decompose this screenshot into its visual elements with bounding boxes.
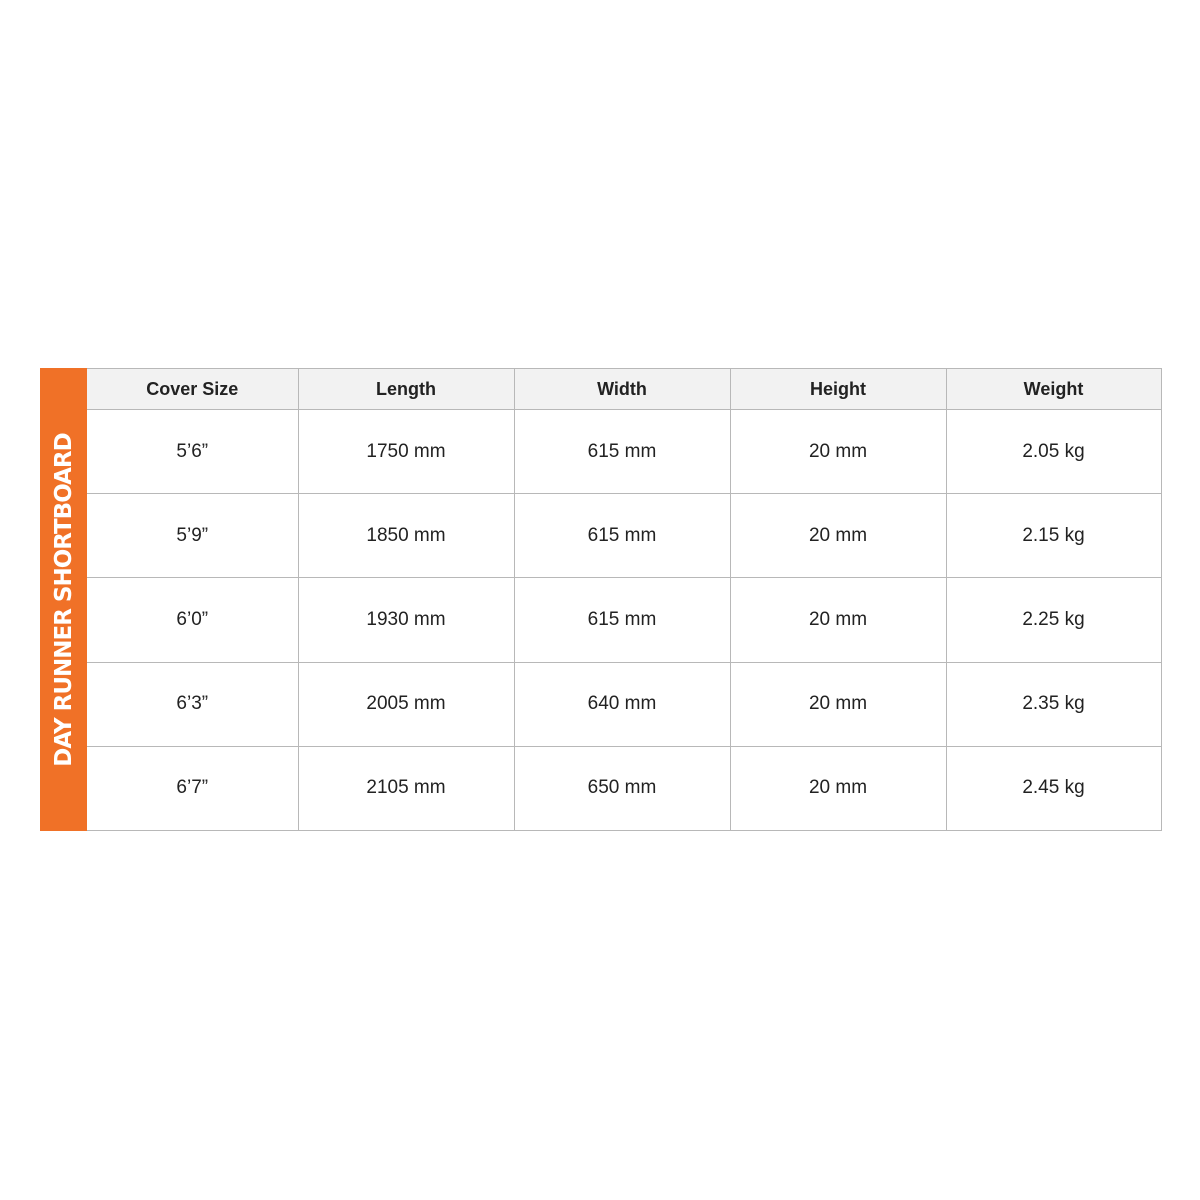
cell-height: 20 mm [730, 494, 946, 578]
header-width: Width [514, 369, 730, 410]
cell-height: 20 mm [730, 662, 946, 746]
cell-weight: 2.05 kg [946, 410, 1161, 494]
table-row [87, 746, 1161, 830]
cell-cover-size: 6’3” [87, 662, 298, 746]
table-row [87, 662, 1161, 746]
header-weight: Weight [946, 369, 1161, 410]
cell-weight: 2.25 kg [946, 578, 1161, 662]
cell-width: 615 mm [514, 494, 730, 578]
cell-length: 1850 mm [298, 494, 514, 578]
cell-length: 2105 mm [298, 746, 514, 830]
cell-width: 615 mm [514, 578, 730, 662]
header-length: Length [298, 369, 514, 410]
cell-length: 1750 mm [298, 410, 514, 494]
cell-width: 650 mm [514, 746, 730, 830]
cell-height: 20 mm [730, 746, 946, 830]
cell-weight: 2.35 kg [946, 662, 1161, 746]
cell-height: 20 mm [730, 410, 946, 494]
table-row [87, 578, 1161, 662]
cell-width: 615 mm [514, 410, 730, 494]
cell-cover-size: 5’9” [87, 494, 298, 578]
cell-weight: 2.15 kg [946, 494, 1161, 578]
spec-chart [40, 368, 1161, 831]
cell-weight: 2.45 kg [946, 746, 1161, 830]
cell-length: 2005 mm [298, 662, 514, 746]
table-row [87, 410, 1161, 494]
cell-cover-size: 6’0” [87, 578, 298, 662]
table-row [87, 494, 1161, 578]
header-cover-size: Cover Size [87, 369, 298, 410]
cell-height: 20 mm [730, 578, 946, 662]
header-height: Height [730, 369, 946, 410]
product-title: DAY RUNNER SHORTBOARD [50, 432, 77, 767]
size-spec-table [87, 368, 1162, 831]
cell-length: 1930 mm [298, 578, 514, 662]
product-title-band [40, 368, 87, 831]
cell-cover-size: 6’7” [87, 746, 298, 830]
cell-cover-size: 5’6” [87, 410, 298, 494]
cell-width: 640 mm [514, 662, 730, 746]
table-header-row [87, 369, 1161, 410]
